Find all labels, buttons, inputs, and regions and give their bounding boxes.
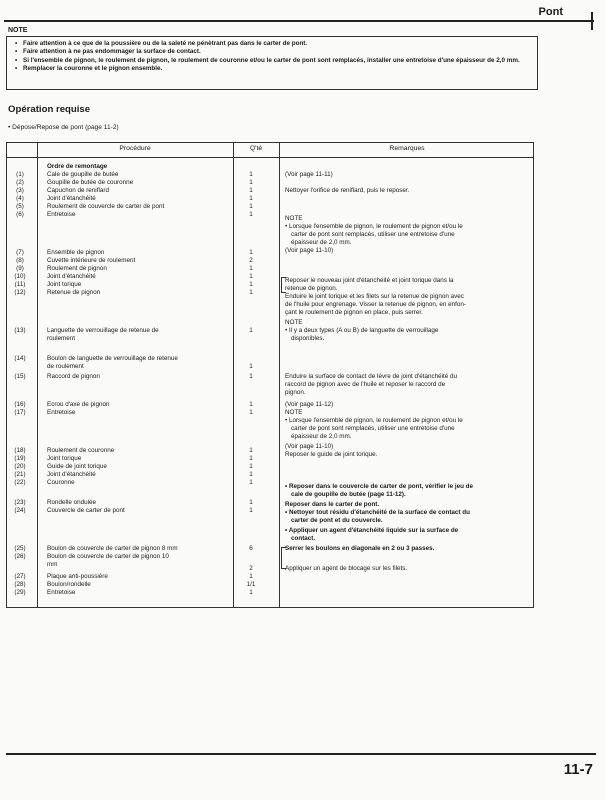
- remark-line: épaisseur de 2,0 mm.: [291, 433, 352, 440]
- row-qty: 1: [249, 289, 253, 296]
- header-rule: [4, 20, 594, 22]
- remark-line: pignon.: [285, 389, 306, 396]
- row-number: (8): [16, 257, 24, 264]
- row-number: (13): [14, 327, 26, 334]
- column-divider: [279, 143, 280, 607]
- row-qty: 1: [249, 249, 253, 256]
- row-number: (29): [14, 589, 26, 596]
- remark-line: NOTE: [285, 409, 303, 416]
- remark-line: Enduire la surface de contact de lèvre de joint d'étanchéité du: [285, 373, 458, 380]
- row-procedure: Roulement de couvercle de carter de pont: [47, 203, 165, 210]
- remark-line: • Appliquer un agent d'étanchéité liquide sur la surface de: [285, 527, 459, 534]
- row-procedure: Joint torique: [47, 281, 82, 288]
- row-number: (25): [14, 545, 26, 552]
- row-number: (12): [14, 289, 26, 296]
- row-qty: 1: [249, 455, 253, 462]
- remark-line: çant le roulement de pignon en place, puis serrer.: [285, 309, 423, 316]
- row-qty: 1: [249, 479, 253, 486]
- row-procedure: Joint d'étanchéité: [47, 195, 96, 202]
- row-number: (1): [16, 171, 24, 178]
- row-procedure: Raccord de pignon: [47, 373, 100, 380]
- row-number: (26): [14, 553, 26, 560]
- row-qty: 6: [249, 545, 253, 552]
- row-qty: 1: [249, 401, 253, 408]
- row-procedure: Entretoise: [47, 409, 76, 416]
- row-qty: 1: [249, 195, 253, 202]
- row-number: (6): [16, 211, 24, 218]
- procedure-table: [6, 142, 534, 608]
- remark-line: cale de goupille de butée (page 11-12).: [291, 491, 406, 498]
- row-procedure: Goupille de butée de couronne: [47, 179, 134, 186]
- row-number: (15): [14, 373, 26, 380]
- row-procedure-cont: roulement: [47, 335, 76, 342]
- row-procedure: Couronne: [47, 479, 75, 486]
- remark-line: NOTE: [285, 215, 303, 222]
- row-qty: 1: [249, 273, 253, 280]
- remark-line: retenue de pignon.: [285, 285, 338, 292]
- remark-line: carter de pont sont remplacés, utiliser une entretoise d'une: [291, 425, 455, 432]
- row-number: (16): [14, 401, 26, 408]
- note-item: • Faire attention à ce que de la poussière ou de la saleté ne pénètrant pas dans le carter de pont.: [23, 40, 531, 48]
- row-procedure: Entretoise: [47, 589, 76, 596]
- row-procedure: Ensemble de pignon: [47, 249, 105, 256]
- row-qty: 1: [249, 327, 253, 334]
- row-procedure: Rondelle ondulée: [47, 499, 97, 506]
- row-procedure: Entretoise: [47, 211, 76, 218]
- row-number: (19): [14, 455, 26, 462]
- row-procedure: Boulon/rondelle: [47, 581, 91, 588]
- remark-line: contact.: [291, 535, 316, 542]
- remark-line: NOTE: [285, 319, 303, 326]
- row-procedure: Joint d'étanchéité: [47, 471, 96, 478]
- row-number: (2): [16, 179, 24, 186]
- row-qty: 1/1: [246, 581, 256, 588]
- row-number: (7): [16, 249, 24, 256]
- row-procedure: Cale de goupille de butée: [47, 171, 119, 178]
- row-number: (3): [16, 187, 24, 194]
- header-divider: [7, 157, 533, 158]
- row-qty: 1: [249, 471, 253, 478]
- row-qty: 1: [249, 203, 253, 210]
- header-procedure: Procédure: [119, 145, 151, 152]
- header-remarks: Remarques: [389, 145, 425, 152]
- remark-line: de l'huile pour engrenage. Visser la retenue de pignon, en enfon-: [285, 301, 467, 308]
- row-number: (10): [14, 273, 26, 280]
- row-procedure: Plaque anti-poussière: [47, 573, 108, 580]
- operation-item: • Dépose/Repose de pont (page 11-2): [8, 124, 119, 131]
- row-qty: 1: [249, 507, 253, 514]
- row-number: (9): [16, 265, 24, 272]
- remark-line: (Voir page 11-12): [285, 401, 334, 408]
- header-qty: Q'té: [249, 145, 263, 152]
- remark-line: raccord de pignon avec de l'huile et reposer le raccord de: [285, 381, 446, 388]
- row-procedure: Languette de verrouillage de retenue de: [47, 327, 159, 334]
- note-box: [6, 36, 538, 90]
- row-number: (18): [14, 447, 26, 454]
- column-divider: [37, 143, 38, 607]
- row-procedure-cont: mm: [47, 561, 58, 568]
- row-number: (20): [14, 463, 26, 470]
- row-procedure: Boulon de couvercle de carter de pignon 10: [47, 553, 169, 560]
- footer-rule: [6, 753, 596, 755]
- row-qty: 1: [249, 373, 253, 380]
- remark-line: Appliquer un agent de blocage sur les filets.: [285, 565, 408, 572]
- row-number: (5): [16, 203, 24, 210]
- operation-title: Opération requise: [8, 104, 91, 115]
- row-qty: 1: [249, 211, 253, 218]
- row-procedure: Couvercle de carter de pont: [47, 507, 125, 514]
- row-procedure: Boulon de couvercle de carter de pignon 8 mm: [47, 545, 178, 552]
- note-title: NOTE: [8, 27, 28, 34]
- row-number: (21): [14, 471, 26, 478]
- row-procedure: Capuchon de reniflard: [47, 187, 109, 194]
- page-number: 11-7: [563, 761, 593, 778]
- row-procedure: Guide de joint torique: [47, 463, 107, 470]
- remark-line: carter de pont sont remplacés, utiliser une entretoise d'une: [291, 231, 455, 238]
- row-number: (24): [14, 507, 26, 514]
- remark-line: (Voir page 11-11): [285, 171, 333, 178]
- row-qty: 1: [249, 363, 253, 370]
- remark-line: épaisseur de 2,0 mm.: [291, 239, 352, 246]
- row-qty: 1: [249, 589, 253, 596]
- header-rule-tick: [591, 12, 593, 30]
- remark-line: • Reposer dans le couvercle de carter de pont, vérifier le jeu de: [285, 483, 474, 490]
- row-qty: 1: [249, 281, 253, 288]
- row-qty: 1: [249, 447, 253, 454]
- row-procedure: Joint d'étanchéité: [47, 273, 96, 280]
- row-qty: 1: [249, 171, 253, 178]
- remark-line: Reposer le nouveau joint d'étanchéité et joint torique dans la: [285, 277, 454, 284]
- row-procedure: Roulement de couronne: [47, 447, 115, 454]
- order-title: Ordre de remontage: [47, 163, 108, 170]
- remark-line: Enduire le joint torique et les filets sur la retenue de pignon avec: [285, 293, 464, 300]
- row-procedure: Retenue de pignon: [47, 289, 101, 296]
- row-qty: 1: [249, 463, 253, 470]
- section-title: Pont: [538, 6, 563, 18]
- row-qty: 1: [249, 179, 253, 186]
- row-procedure: Cuvette intérieure de roulement: [47, 257, 136, 264]
- remark-line: Nettoyer l'orifice de reniflard, puis le reposer.: [285, 187, 410, 194]
- row-number: (11): [14, 281, 26, 288]
- row-number: (22): [14, 479, 26, 486]
- row-qty: 1: [249, 499, 253, 506]
- row-qty: 2: [249, 565, 253, 572]
- remark-line: disponibles.: [291, 335, 325, 342]
- remark-line: (Voir page 11-10): [285, 247, 334, 254]
- row-qty: 1: [249, 409, 253, 416]
- row-number: (4): [16, 195, 24, 202]
- row-procedure: Boulon de languette de verrouillage de retenue: [47, 355, 178, 362]
- remark-line: • Il y a deux types (A ou B) de languette de verrouillage: [285, 327, 439, 334]
- row-number: (17): [14, 409, 26, 416]
- note-item: • Faire attention à ne pas endommager la surface de contact.: [23, 48, 531, 56]
- row-procedure: Joint torique: [47, 455, 82, 462]
- row-procedure: Ecrou d'axe de pignon: [47, 401, 110, 408]
- note-item: • Remplacer la couronne et le pignon ensemble.: [23, 65, 531, 73]
- row-procedure-cont: de roulement: [47, 363, 84, 370]
- remark-line: Reposer dans le carter de pont.: [285, 501, 380, 508]
- remark-line: Serrer les boulons en diagonale en 2 ou 3 passes.: [285, 545, 435, 552]
- remark-line: Reposer le guide de joint torique.: [285, 451, 378, 458]
- row-number: (23): [14, 499, 26, 506]
- remark-line: (Voir page 11-10): [285, 443, 334, 450]
- remark-line: • Lorsque l'ensemble de pignon, le roulement de pignon et/ou le: [285, 417, 463, 424]
- row-qty: 2: [249, 257, 253, 264]
- row-qty: 1: [249, 187, 253, 194]
- row-qty: 1: [249, 265, 253, 272]
- row-procedure: Roulement de pignon: [47, 265, 107, 272]
- row-qty: 1: [249, 573, 253, 580]
- row-number: (27): [14, 573, 26, 580]
- note-item: • Si l'ensemble de pignon, le roulement de pignon, le roulement de couronne et/ou le carter de pont sont remplacés, installer une entretoise d'une épaisseur de 2,0 mm.: [23, 57, 531, 65]
- row-number: (14): [14, 355, 26, 362]
- row-number: (28): [14, 581, 26, 588]
- remark-line: carter de pont et du couvercle.: [291, 517, 383, 524]
- remark-line: • Nettoyer tout résidu d'étanchéité de la surface de contact du: [285, 509, 470, 516]
- remark-line: • Lorsque l'ensemble de pignon, le roulement de pignon et/ou le: [285, 223, 463, 230]
